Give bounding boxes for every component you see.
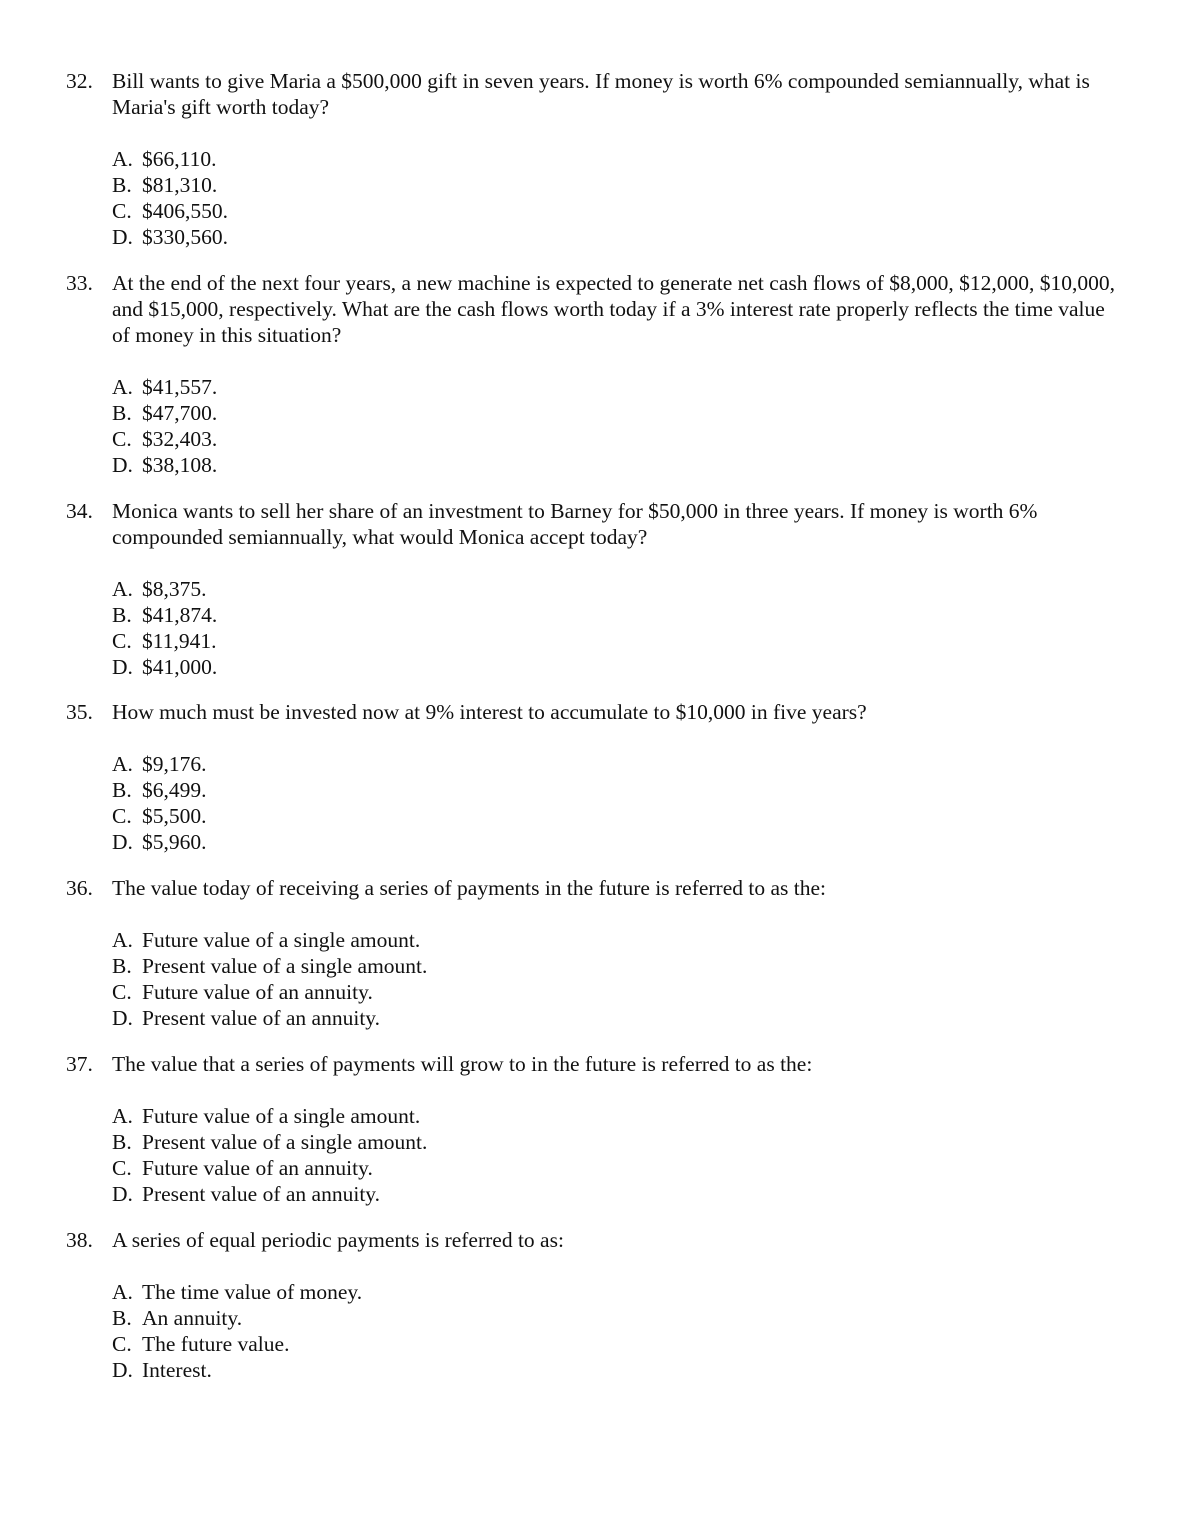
choice-text: $47,700.	[142, 401, 218, 425]
answer-choices	[112, 146, 1126, 250]
choice-b	[112, 400, 1126, 426]
choice-text: $5,960.	[142, 830, 207, 854]
choice-letter: C.	[112, 199, 132, 223]
choice-a	[112, 374, 1126, 400]
choice-letter: C.	[112, 427, 132, 451]
choice-text: $81,310.	[142, 173, 218, 197]
choice-text: $8,375.	[142, 577, 207, 601]
choice-text: An annuity.	[142, 1306, 243, 1330]
choice-letter: A.	[112, 928, 133, 952]
choice-text: Present value of an annuity.	[142, 1006, 381, 1030]
question-text: A series of equal periodic payments is referred to as:	[112, 1228, 564, 1252]
choice-c	[112, 803, 1126, 829]
choice-b	[112, 172, 1126, 198]
choice-b	[112, 777, 1126, 803]
choice-c	[112, 426, 1126, 452]
choice-text: $41,874.	[142, 603, 218, 627]
choice-c	[112, 1155, 1126, 1181]
choice-text: The time value of money.	[142, 1280, 363, 1304]
choice-letter: D.	[112, 225, 133, 249]
choice-letter: B.	[112, 778, 132, 802]
question-number: 35.	[66, 700, 93, 724]
choice-text: Present value of a single amount.	[142, 954, 428, 978]
choice-d	[112, 1357, 1126, 1383]
choice-c	[112, 979, 1126, 1005]
choice-text: $11,941.	[142, 629, 217, 653]
question-33	[66, 270, 1126, 478]
question-36	[66, 875, 1126, 1031]
choice-text: $5,500.	[142, 804, 207, 828]
choice-text: Future value of a single amount.	[142, 1104, 421, 1128]
choice-letter: D.	[112, 830, 133, 854]
choice-text: $66,110.	[142, 147, 217, 171]
question-text: Bill wants to give Maria a $500,000 gift in seven years. If money is worth 6% compounded semiannually, what is Maria's gift worth today?	[112, 69, 1090, 119]
answer-choices	[112, 1279, 1126, 1383]
answer-choices	[112, 751, 1126, 855]
choice-a	[112, 576, 1126, 602]
choice-a	[112, 1279, 1126, 1305]
question-text: Monica wants to sell her share of an investment to Barney for $50,000 in three years. If money is worth 6% compounded semiannually, what would Monica accept today?	[112, 499, 1038, 549]
question-34	[66, 498, 1126, 680]
choice-text: $6,499.	[142, 778, 207, 802]
choice-text: $38,108.	[142, 453, 218, 477]
choice-text: $41,000.	[142, 655, 218, 679]
choice-text: $9,176.	[142, 752, 207, 776]
question-number: 32.	[66, 69, 93, 93]
choice-b	[112, 953, 1126, 979]
question-text: At the end of the next four years, a new machine is expected to generate net cash flows of $8,000, $12,000, $10,000, and $15,000, respectively. What are the cash flows worth today if a 3% interest rate properly reflects the time value of money in this situation?	[112, 271, 1116, 347]
answer-choices	[112, 1103, 1126, 1207]
choice-d	[112, 1181, 1126, 1207]
choice-text: Future value of a single amount.	[142, 928, 421, 952]
choice-letter: B.	[112, 173, 132, 197]
choice-b	[112, 602, 1126, 628]
choice-c	[112, 198, 1126, 224]
choice-letter: C.	[112, 629, 132, 653]
choice-letter: C.	[112, 980, 132, 1004]
question-37	[66, 1051, 1126, 1207]
choice-text: Future value of an annuity.	[142, 1156, 373, 1180]
choice-letter: A.	[112, 1280, 133, 1304]
choice-letter: C.	[112, 804, 132, 828]
choice-letter: D.	[112, 453, 133, 477]
choice-d	[112, 829, 1126, 855]
choice-d	[112, 224, 1126, 250]
choice-b	[112, 1305, 1126, 1331]
question-number: 33.	[66, 271, 93, 295]
question-text: The value that a series of payments will grow to in the future is referred to as the:	[112, 1052, 813, 1076]
choice-letter: B.	[112, 1130, 132, 1154]
choice-letter: D.	[112, 655, 133, 679]
choice-c	[112, 628, 1126, 654]
question-number: 37.	[66, 1052, 93, 1076]
question-number: 38.	[66, 1228, 93, 1252]
choice-c	[112, 1331, 1126, 1357]
choice-text: $32,403.	[142, 427, 218, 451]
choice-text: Future value of an annuity.	[142, 980, 373, 1004]
choice-text: Interest.	[142, 1358, 212, 1382]
choice-letter: B.	[112, 954, 132, 978]
choice-letter: A.	[112, 1104, 133, 1128]
answer-choices	[112, 576, 1126, 680]
choice-text: $406,550.	[142, 199, 228, 223]
choice-letter: D.	[112, 1182, 133, 1206]
choice-d	[112, 1005, 1126, 1031]
choice-letter: A.	[112, 752, 133, 776]
choice-letter: B.	[112, 603, 132, 627]
question-32	[66, 68, 1126, 250]
question-text: The value today of receiving a series of payments in the future is referred to as the:	[112, 876, 827, 900]
choice-d	[112, 654, 1126, 680]
choice-d	[112, 452, 1126, 478]
answer-choices	[112, 927, 1126, 1031]
choice-letter: D.	[112, 1358, 133, 1382]
choice-a	[112, 146, 1126, 172]
question-text: How much must be invested now at 9% interest to accumulate to $10,000 in five years?	[112, 700, 867, 724]
choice-letter: C.	[112, 1332, 132, 1356]
choice-letter: C.	[112, 1156, 132, 1180]
question-35	[66, 699, 1126, 855]
choice-letter: A.	[112, 147, 133, 171]
choice-letter: B.	[112, 401, 132, 425]
choice-text: The future value.	[142, 1332, 290, 1356]
choice-a	[112, 751, 1126, 777]
choice-b	[112, 1129, 1126, 1155]
choice-letter: A.	[112, 375, 133, 399]
choice-text: Present value of a single amount.	[142, 1130, 428, 1154]
choice-letter: A.	[112, 577, 133, 601]
question-number: 34.	[66, 499, 93, 523]
choice-text: $41,557.	[142, 375, 218, 399]
answer-choices	[112, 374, 1126, 478]
question-38	[66, 1227, 1126, 1383]
choice-text: $330,560.	[142, 225, 228, 249]
question-number: 36.	[66, 876, 93, 900]
choice-letter: D.	[112, 1006, 133, 1030]
choice-a	[112, 1103, 1126, 1129]
choice-a	[112, 927, 1126, 953]
choice-letter: B.	[112, 1306, 132, 1330]
choice-text: Present value of an annuity.	[142, 1182, 381, 1206]
